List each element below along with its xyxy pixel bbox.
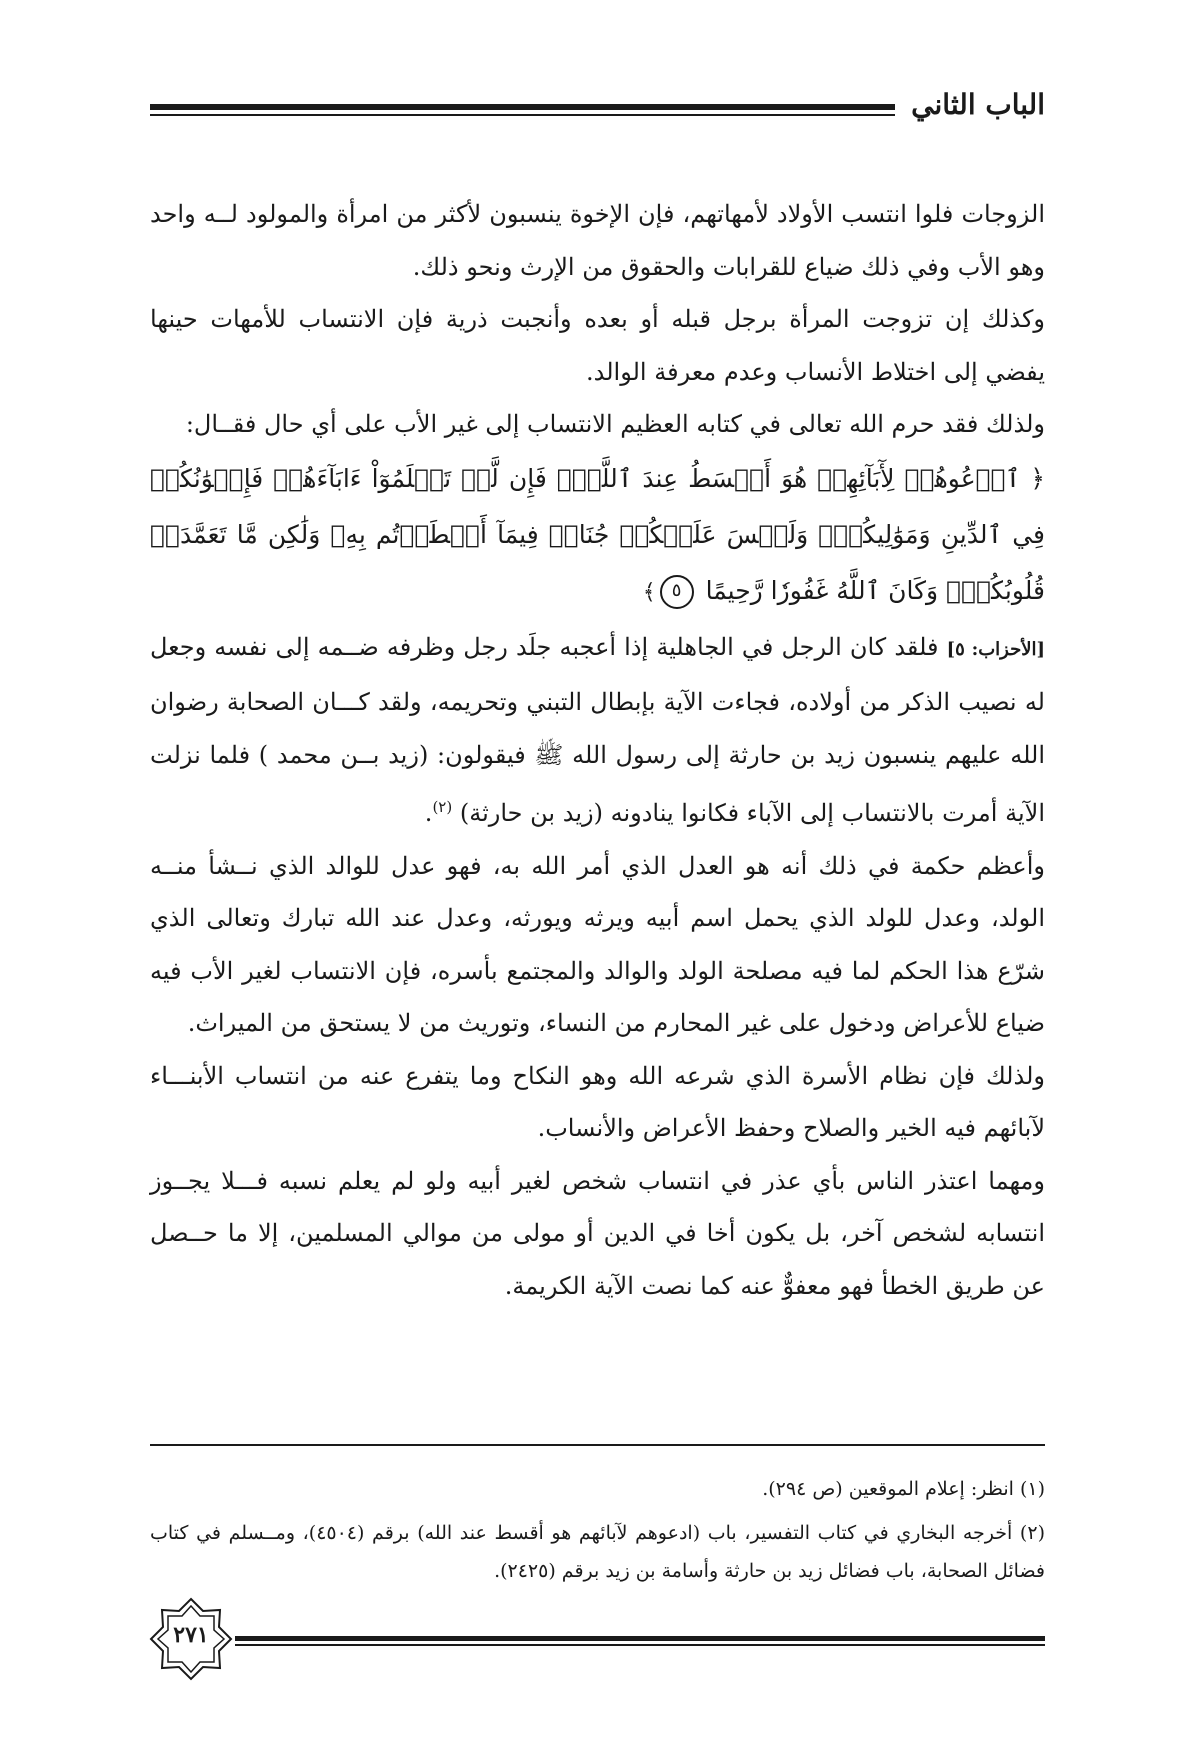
paragraph-2: وكذلك إن تزوجت المرأة برجل قبله أو بعده وأنجبت ذرية فإن الانتساب للأمهات حينها يفضي إلى اختلاط الأنساب وعدم معرفة الوالد. (150, 305, 1045, 386)
verse-text: ﴿ ٱدۡعُوهُمۡ لِأٓبَآئِهِمۡ هُوَ أَقۡسَطُ عِندَ ٱللَّهِۚ فَإِن لَّمۡ تَعۡلَمُوٓاْ ءَابَآءَهُمۡ فَإِخۡوَٰنُكُمۡ فِي ٱلدِّينِ وَمَوَٰلِيكُمۡۚ وَلَيۡسَ عَلَيۡكُمۡ جُنَاحٞ فِيمَآ أَخۡطَأۡتُم بِهِۦ وَلَٰكِن مَّا تَعَمَّدَتۡ قُلُوبُكُمۡۚ وَكَانَ ٱللَّهُ غَفُورٗا رَّحِيمًا (150, 463, 1045, 605)
paragraph-5: وأعظم حكمة في ذلك أنه هو العدل الذي أمر الله به، فهو عدل للوالد الذي نــشأ منــه الولد، وعدل للولد الذي يحمل اسم أبيه ويرثه ويورثه، وعدل عند الله تبارك وتعالى الذي شرّع هذا الحكم لما فيه مصلحة الولد والوالد والمجتمع بأسره، فإن الانتساب لغير الأب فيه ضياع للأعراض ودخول على غير المحارم من النساء، وتوريث من لا يستحق من الميراث. (150, 851, 1046, 1037)
paragraph-4-text: فلقد كان الرجل في الجاهلية إذا أعجبه جلَد رجل وظرفه ضــمه إلى نفسه وجعل له نصيب الذكر من أولاده، فجاءت الآية بإبطال التبني وتحريمه، ولقد كـــان الصحابة رضوان الله عليهم ينسبون زيد بن حارثة إلى رسول الله ﷺ فيقولون: (زيد بــن محمد ) فلما نزلت الآية أمرت بالانتساب إلى الآباء فكانوا ينادونه (زيد بن حارثة) (150, 632, 1045, 827)
footnote-1: (١) انظر: إعلام الموقعين (ص ٢٩٤). (762, 1478, 1045, 1500)
header-rule-thin (150, 114, 895, 116)
footnote-ref-2[interactable]: (٢) (432, 798, 453, 816)
footnotes (150, 1470, 1045, 1596)
paragraph-7: ومهما اعتذر الناس بأي عذر في انتساب شخص لغير أبيه ولو لم يعلم نسبه فـــلا يجــوز انتسابه لشخص آخر، بل يكون أخا في الدين أو مولى من موالي المسلمين، إلا ما حــصل عن طريق الخطأ فهو معفوٌّ عنه كما نصت الآية الكريمة. (150, 1166, 1045, 1300)
paragraph-6: ولذلك فإن نظام الأسرة الذي شرعه الله وهو النكاح وما يتفرع عنه من انتساب الأبنـــاء لآبائهم فيه الخير والصلاح وحفظ الأعراض والأنساب. (150, 1061, 1045, 1142)
verse-reference: [الأحزاب: ٥] (946, 638, 1046, 660)
quran-verse (150, 451, 1045, 621)
body-text (150, 188, 1045, 1312)
chapter-title: الباب الثاني (911, 88, 1045, 121)
verse-number-marker: ٥ (660, 575, 694, 609)
page-number: ٢٧١ (173, 1622, 209, 1648)
footer-rule-thick (235, 1636, 1045, 1641)
footer-rule-thin (235, 1644, 1045, 1646)
paragraph-4: [الأحزاب: ٥] فلقد كان الرجل في الجاهلية إذا أعجبه جلَد رجل وظرفه ضــمه إلى نفسه وجعل له نصيب الذكر من أولاده، فجاءت الآية بإبطال التبني وتحريمه، ولقد كـــان الصحابة رضوان الله عليهم ينسبون زيد بن حارثة إلى رسول الله ﷺ فيقولون: (زيد بــن محمد ) فلما نزلت الآية أمرت بالانتساب إلى الآباء فكانوا ينادونه (زيد بن حارثة) $^{(٢)}$. (150, 632, 1046, 827)
running-header (150, 88, 1045, 128)
header-rule-thick (150, 104, 895, 110)
paragraph-1: الزوجات فلوا انتسب الأولاد لأمهاتهم، فإن الإخوة ينسبون لأكثر من امرأة والمولود لــه واحد وهو الأب وفي ذلك ضياع للقرابات والحقوق من الإرث ونحو ذلك. (150, 200, 1045, 281)
paragraph-3: ولذلك فقد حرم الله تعالى في كتابه العظيم الانتساب إلى غير الأب على أي حال فقــال: (185, 410, 1045, 438)
footnote-2: (٢) أخرجه البخاري في كتاب التفسير، باب (ادعوهم لآبائهم هو أقسط عند الله) برقم (٤٥٠٤)، ومــسلم في كتاب فضائل الصحابة، باب فضائل زيد بن حارثة وأسامة بن زيد برقم (٢٤٢٥). (150, 1522, 1045, 1582)
footnote-divider (150, 1444, 1045, 1446)
verse-close-ornament: ﴾ (642, 579, 656, 605)
